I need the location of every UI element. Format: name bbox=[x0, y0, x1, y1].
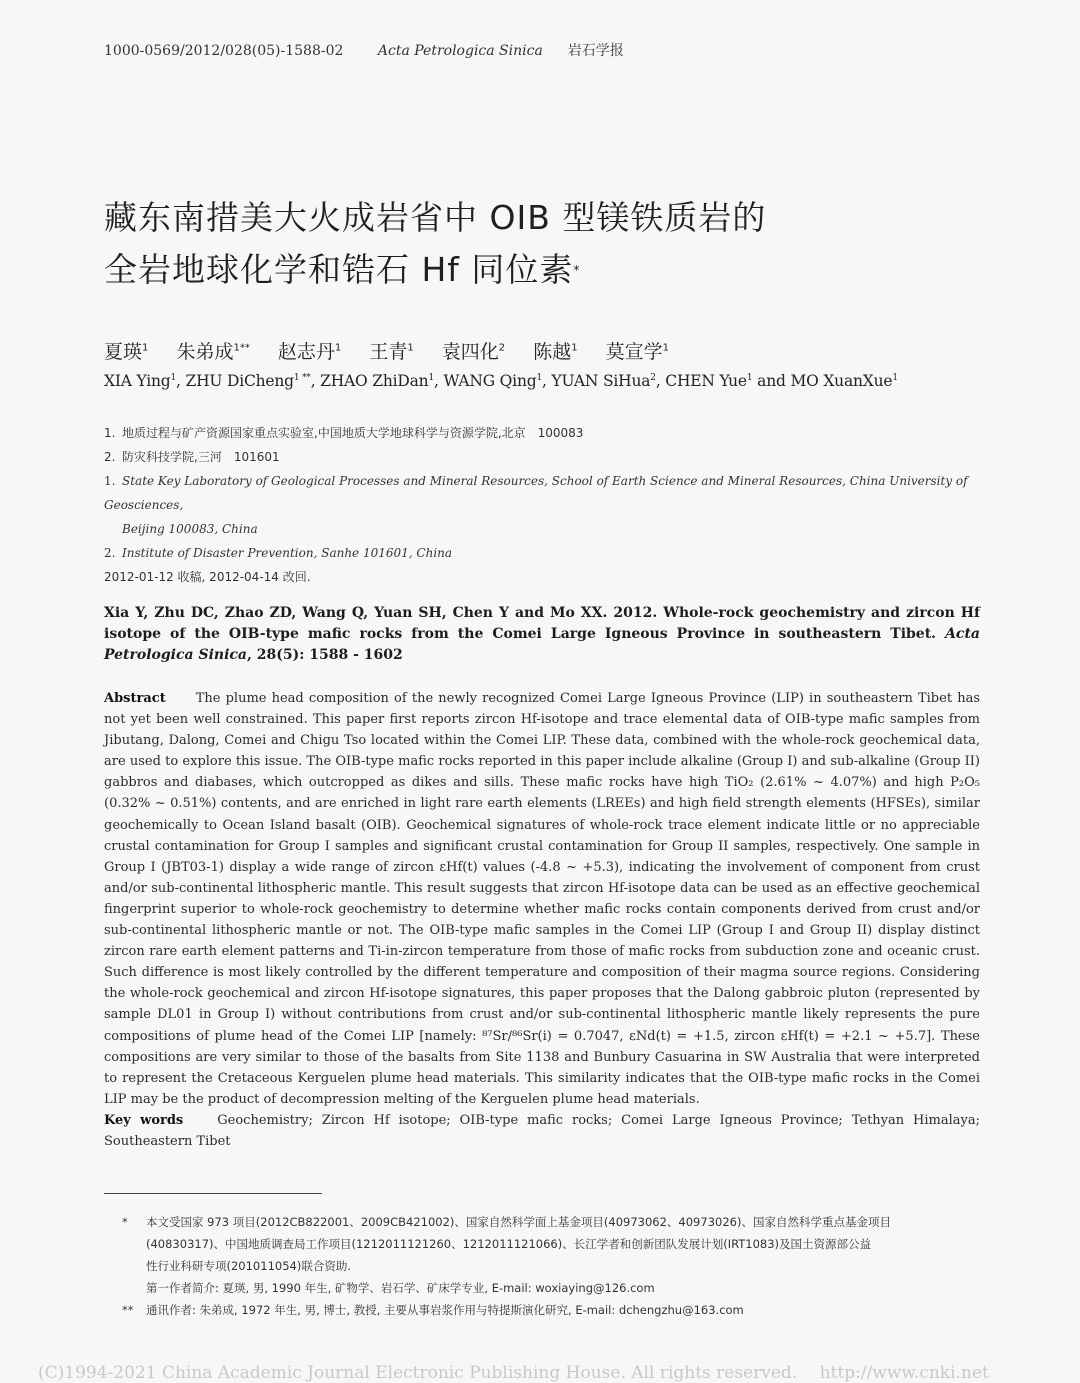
keywords-label: Key words bbox=[104, 1113, 184, 1128]
corr-author-note: 通讯作者: 朱弟成, 1972 年生, 男, 博士, 教授, 主要从事岩浆作用与特提斯演化研究, E-mail: dchengzhu@163.com bbox=[146, 1303, 744, 1317]
author-en: ZHU DiCheng$^{1 **}$, bbox=[185, 372, 321, 390]
author-en: WANG Qing$^1$, bbox=[443, 372, 552, 390]
title-line-2: 全岩地球化学和锆石 Hf 同位素 bbox=[104, 250, 574, 289]
citation: Xia Y, Zhu DC, Zhao ZD, Wang Q, Yuan SH, Chen Y and Mo XX. 2012. Whole-rock geochemistry and zircon Hf isotope of the OIB-type mafic rocks from the Comei Large Igneous Province in southeastern Tibet. Acta Petrologica Sinica, 28(5): 1588 - 1602 bbox=[104, 605, 980, 663]
running-header bbox=[104, 40, 624, 60]
footnotes bbox=[104, 1211, 980, 1321]
author-cn: 莫宣学$^1$ bbox=[605, 341, 670, 363]
paper-title bbox=[104, 192, 766, 296]
affiliation-en-1: State Key Laboratory of Geological Processes and Mineral Resources, School of Earth Science and Mineral Resources, China University of Geosciences, bbox=[104, 474, 968, 512]
author-cn: 袁四化$^2$ bbox=[441, 341, 506, 363]
fund-text-2: (40830317)、中国地质调查局工作项目(1212011121260、1212011121066)、长江学者和创新团队发展计划(IRT1083)及国土资源部公益 bbox=[146, 1237, 872, 1251]
affiliations-chinese: 1. 地质过程与矿产资源国家重点实验室,中国地质大学地球科学与资源学院,北京 100083 2. 防灾科技学院,三河 101601 bbox=[104, 426, 584, 464]
fund-text-1: 本文受国家 973 项目(2012CB822001、2009CB421002)、国家自然科学面上基金项目(40973062、40973026)、国家自然科学重点基金项目 bbox=[146, 1215, 891, 1229]
author-cn: 朱弟成$^{1**}$ bbox=[176, 341, 250, 363]
author-cn: 夏瑛$^1$ bbox=[104, 341, 149, 363]
keywords bbox=[104, 1110, 980, 1152]
authors-english bbox=[104, 372, 898, 390]
author-en: YUAN SiHua$^2$, bbox=[551, 372, 666, 390]
author-cn: 王青$^1$ bbox=[369, 341, 414, 363]
title-footnote-mark: * bbox=[573, 263, 581, 277]
affiliation-en-1-cont: Beijing 100083, China bbox=[122, 522, 258, 536]
keywords-text: Geochemistry; Zircon Hf isotope; OIB-type mafic rocks; Comei Large Igneous Province; Tethyan Himalaya; Southeastern Tibet bbox=[104, 1113, 980, 1150]
header-code: 1000-0569/2012/028(05)-1588-02 bbox=[104, 43, 344, 59]
author-en: CHEN Yue$^1$ and bbox=[665, 372, 791, 390]
header-journal-cn: 岩石学报 bbox=[567, 43, 624, 59]
abstract-label: Abstract bbox=[104, 691, 166, 706]
abstract bbox=[104, 688, 980, 1110]
author-en: MO XuanXue$^1$ bbox=[790, 372, 898, 390]
first-author-note: 第一作者简介: 夏瑛, 男, 1990 年生, 矿物学、岩石学、矿床学专业, E-mail: woxiaying@126.com bbox=[146, 1281, 655, 1295]
affiliation-cn-1: 地质过程与矿产资源国家重点实验室,中国地质大学地球科学与资源学院,北京 100083 bbox=[122, 426, 584, 440]
fund-text-3: 性行业科研专项(201011054)联合资助. bbox=[146, 1259, 351, 1273]
fund-mark: * bbox=[122, 1215, 128, 1229]
author-en: XIA Ying$^1$, bbox=[104, 372, 186, 390]
authors-chinese bbox=[104, 337, 691, 364]
received-dates: 2012-01-12 收稿, 2012-04-14 改回. bbox=[104, 570, 311, 584]
affiliation-en-2: Institute of Disaster Prevention, Sanhe 101601, China bbox=[122, 546, 453, 560]
affiliations-english: 1. State Key Laboratory of Geological Processes and Mineral Resources, School of Earth Science and Mineral Resources, China University of Geosciences, Beijing 100083, China 2. Institute of Disaster Prevention, Sanhe 101601, China 2012-01-12 收稿, 2012-04-14 改回. bbox=[104, 469, 984, 589]
footnote-divider bbox=[104, 1193, 322, 1194]
corr-mark: ** bbox=[122, 1303, 134, 1317]
abstract-text: The plume head composition of the newly recognized Comei Large Igneous Province (LIP) in southeastern Tibet has not yet been well constrained. This paper first reports zircon Hf-isotope and trace elemental data of OIB-type mafic samples from Jibutang, Dalong, Comei and Chigu Tso located within the Comei LIP. These data, combined with the whole-rock geochemical data, are used to explore this issue. The OIB-type mafic rocks reported in this paper include alkaline (Group I) and sub-alkaline (Group II) gabbros and diabases, which outcropped as dikes and sills. These mafic rocks have high TiO₂ (2.61% ~ 4.07%) and high P₂O₅ (0.32% ~ 0.51%) contents, and are enriched in light rare earth elements (LREEs) and high field strength elements (HFSEs), similar geochemically to Ocean Island basalt (OIB). Geochemical signatures of whole-rock trace element indicate little or no appreciable crustal contamination for Group I samples and significant crustal contamination for Group II samples, respectively. One sample in Group I (JBT03-1) display a wide range of zircon εHf(t) values (-4.8 ~ +5.3), indicating the involvement of component from crust and/or sub-continental lithospheric mantle. This result suggests that zircon Hf-isotope data can be used as an effective geochemical fingerprint superior to whole-rock geochemistry to determine whether mafic rocks contain components derived from crust and/or sub-continental lithospheric mantle or not. The OIB-type mafic samples in the Comei LIP (Group I and Group II) display distinct zircon rare earth element patterns and Ti-in-zircon temperature from those of mafic rocks from subduction zone and oceanic crust. Such difference is most likely controlled by the different temperature and composition of their magma source regions. Considering the whole-rock geochemical and zircon Hf-isotope signatures, this paper proposes that the Dalong gabbroic pluton (represented by sample DL01 in Group I) without contributions from crust and/or sub-continental lithospheric mantle likely represents the pure compositions of plume head of the Comei LIP [namely: ⁸⁷Sr/⁸⁶Sr(i) = 0.7047, εNd(t) = +1.5, zircon εHf(t) = +2.1 ~ +5.7]. These compositions are very similar to those of the basalts from Site 1138 and Bunbury Casuarina in SW Australia that were interpreted to represent the Cretaceous Kerguelen plume head materials. This similarity indicates that the OIB-type mafic rocks in the Comei LIP may be the product of decompression melting of the Kerguelen plume head materials. bbox=[104, 691, 980, 1107]
title-line-1: 藏东南措美大火成岩省中 OIB 型镁铁质岩的 bbox=[104, 198, 767, 237]
header-journal-en: Acta Petrologica Sinica bbox=[377, 43, 543, 59]
author-cn: 赵志丹$^1$ bbox=[277, 341, 342, 363]
author-en: ZHAO ZhiDan$^1$, bbox=[320, 372, 444, 390]
affiliation-cn-2: 防灾科技学院,三河 101601 bbox=[122, 450, 280, 464]
cnki-watermark: (C)1994-2021 China Academic Journal Electronic Publishing House. All rights reserved. http://www.cnki.net bbox=[38, 1363, 989, 1383]
citation-journal: Acta Petrologica Sinica bbox=[104, 626, 980, 663]
author-cn: 陈越$^1$ bbox=[533, 341, 578, 363]
